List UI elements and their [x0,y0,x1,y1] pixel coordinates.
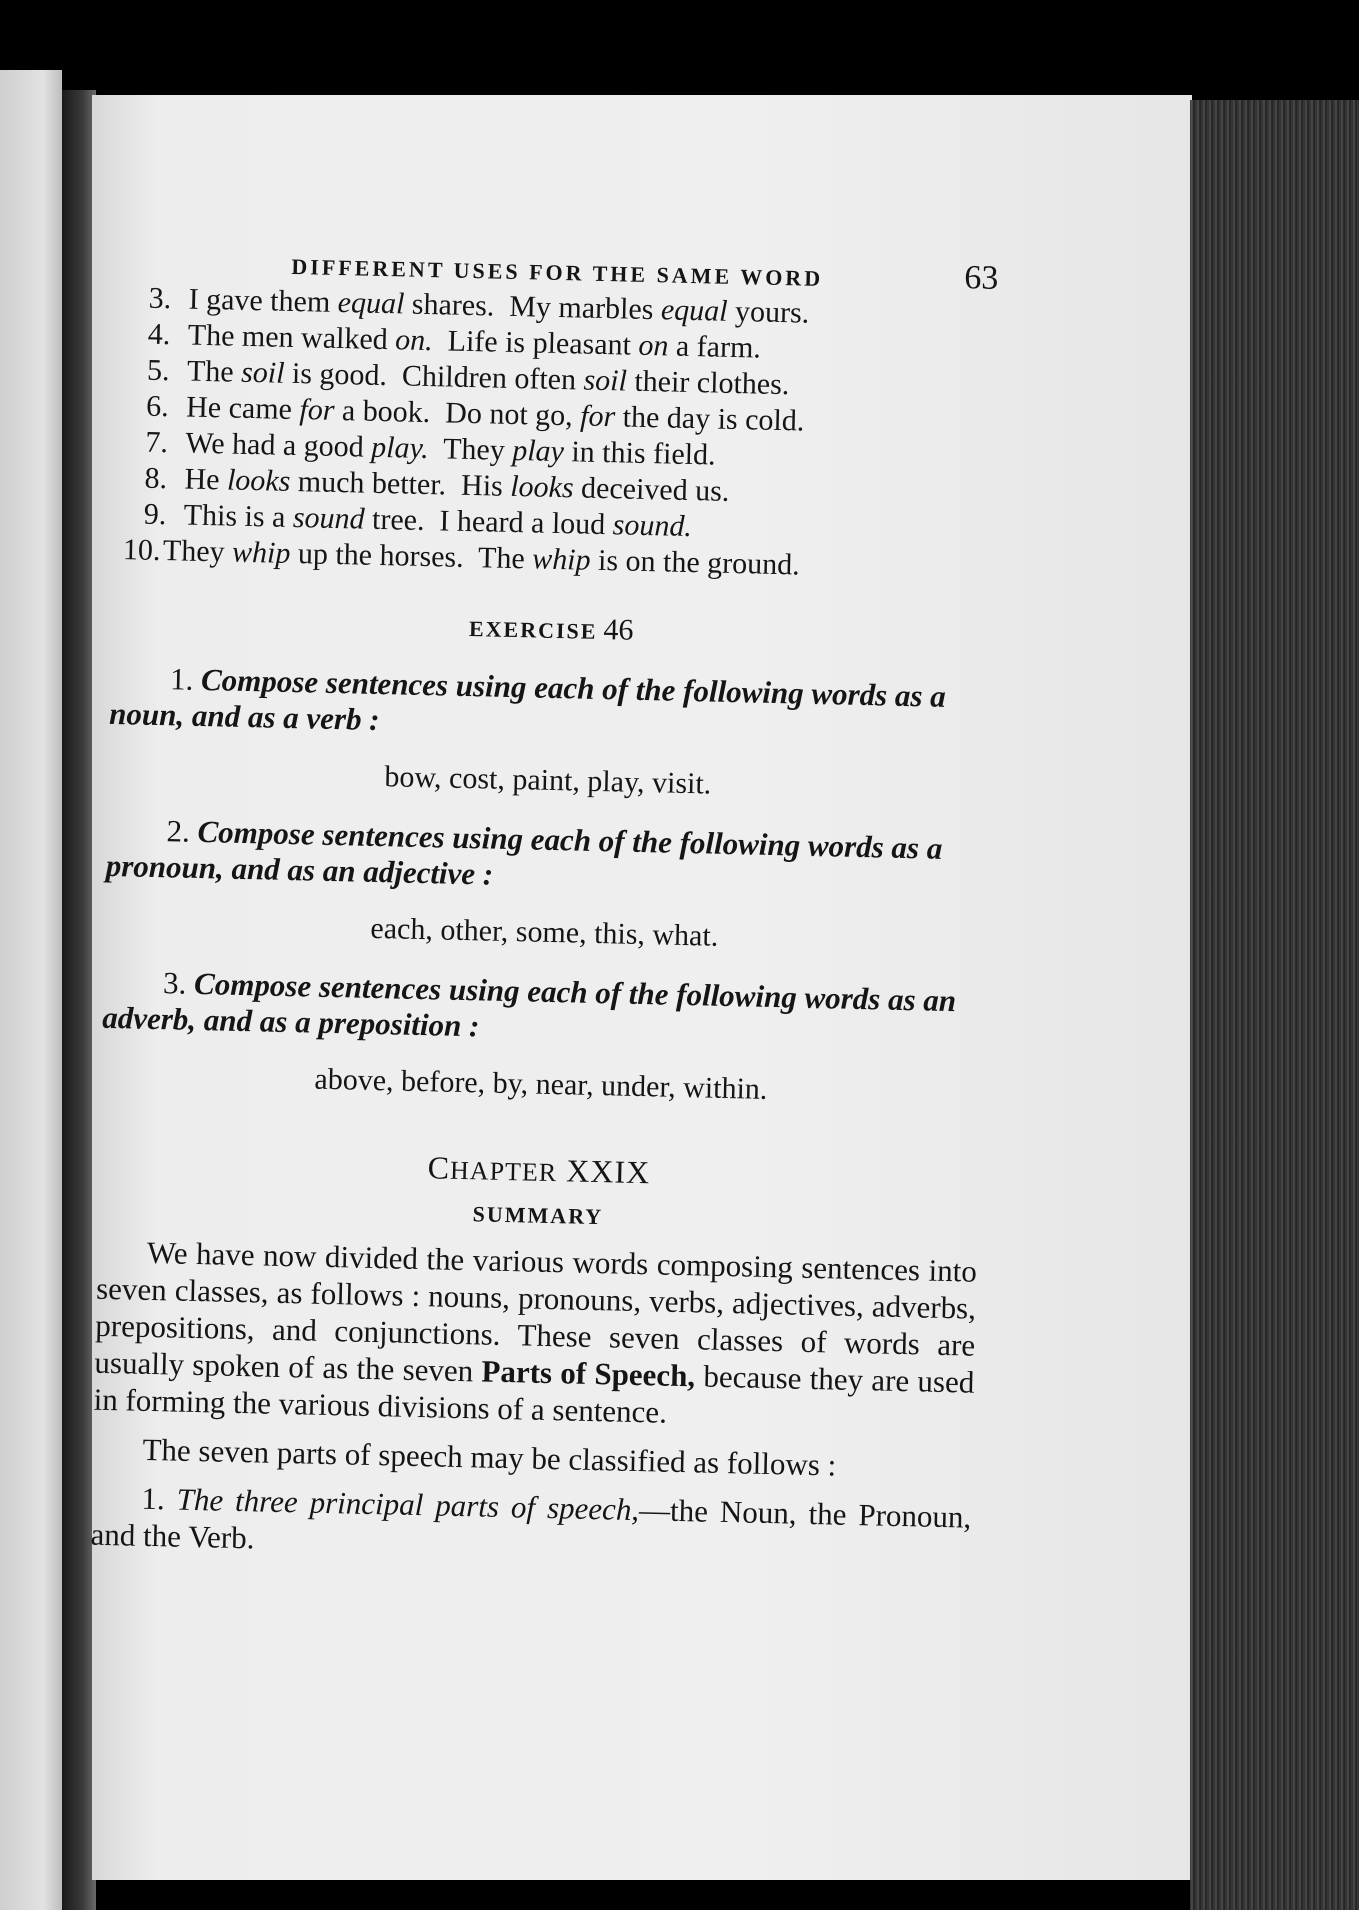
summary-paragraph-1 [93,1233,977,1438]
chapter-heading [99,1142,980,1199]
summary-item-term: The three principal parts of speech, [176,1481,640,1528]
example-text: a book. Do not go, [334,393,581,433]
example-word: play. [370,430,430,466]
example-text: The [186,354,242,389]
page-number: 63 [963,259,999,297]
example-number: 5. [146,353,170,388]
example-text: shares. My marbles [404,287,662,327]
parts-of-speech-term: Parts of Speech, [481,1353,696,1394]
example-text: is good. Children often [284,356,584,397]
summary-paragraph-2: The seven parts of speech may be classified as follows : [142,1431,837,1483]
example-text: He came [185,390,300,427]
running-head: DIFFERENT USES FOR THE SAME WORD [291,253,824,291]
chapter-subtitle: SUMMARY [472,1201,604,1230]
example-text: the day is cold. [614,400,805,438]
example-number: 8. [144,461,168,496]
example-word: sound [292,500,365,536]
chapter-numeral: XXIX [565,1152,651,1191]
example-word: for [299,393,335,427]
example-word: play [511,433,565,469]
book-gutter [62,90,96,1910]
example-word: soil [583,363,628,398]
example-word: looks [509,469,574,505]
summary-item-number: 1. [141,1480,166,1517]
page-content [90,240,1000,1573]
example-text: in this field. [563,435,716,472]
example-text: tree. I heard a loud [364,502,614,542]
exercise-heading [111,602,992,656]
example-text: up the horses. The [290,536,533,576]
exercise-item-text: Compose sentences using each of the following words as a noun, and as a verb : [108,661,947,738]
exercise-instruction [109,660,990,752]
example-word: looks [226,463,291,498]
example-word: whip [531,542,591,577]
example-word: on. [394,323,434,358]
example-number: 9. [143,497,167,532]
exercise-list [101,660,991,1112]
exercise-item-number: 3. [162,965,187,1001]
example-text: deceived us. [573,471,730,508]
example-word: equal [660,293,728,328]
exercise-item-text: Compose sentences using each of the following words as an adverb, and as a preposition : [101,965,957,1044]
example-text: their clothes. [626,364,790,402]
exercise-item-text: Compose sentences using each of the following words as a pronoun, and as an adjective : [105,813,943,892]
example-word: whip [231,535,291,570]
example-list [113,280,999,588]
exercise-instruction [105,812,986,904]
example-text: much better. His [290,464,511,503]
example-text: The men walked [187,318,396,357]
exercise-word-list: bow, cost, paint, play, visit. [384,760,712,801]
example-text: is on the ground. [590,543,801,582]
exercise-instruction [102,964,983,1056]
exercise-item-number: 1. [169,661,194,697]
facing-page-edge [0,70,62,1910]
page-edges [1190,100,1359,1910]
example-text: They [428,432,513,467]
example-number: 3. [148,281,172,316]
example-text: He [184,462,228,497]
exercise-word-list: each, other, some, this, what. [370,911,719,953]
summary-p1-text: We have now divided the various words composing sentences into seven classes, as follows : nouns, pronouns, verbs, adjectives, adverbs, prepositions, and conjunctions. These seven classes of words are usually spoken of as the seven [94,1234,978,1389]
example-word: soil [240,355,285,390]
chapter-label-rest: HAPTER [449,1155,558,1188]
example-text: yours. [727,294,810,330]
example-word: on [638,328,669,363]
example-text: They [162,534,233,569]
exercise-item-number: 2. [166,813,191,849]
example-word: for [579,399,616,434]
example-text: Life is pleasant [432,324,639,362]
example-number: 6. [145,389,170,424]
example-text: We had a good [185,426,372,464]
example-number: 4. [147,317,171,352]
exercise-label: EXERCISE [468,616,598,644]
summary-p1-end: because they are used in forming the various divisions of a sentence. [93,1358,975,1430]
example-number: 10. [122,533,161,567]
exercise-number: 46 [603,613,634,647]
example-number: 7. [145,425,169,460]
example-text: a farm. [668,329,762,365]
exercise-word-list: above, before, by, near, under, within. [314,1062,768,1106]
summary-item-text: —the Noun, the Pronoun, and the Verb. [90,1492,972,1556]
example-word: sound. [612,508,693,544]
example-text: I gave them [188,282,339,319]
example-text: This is a [183,498,294,534]
example-word: equal [337,285,405,321]
chapter-label-initial: C [427,1149,451,1186]
